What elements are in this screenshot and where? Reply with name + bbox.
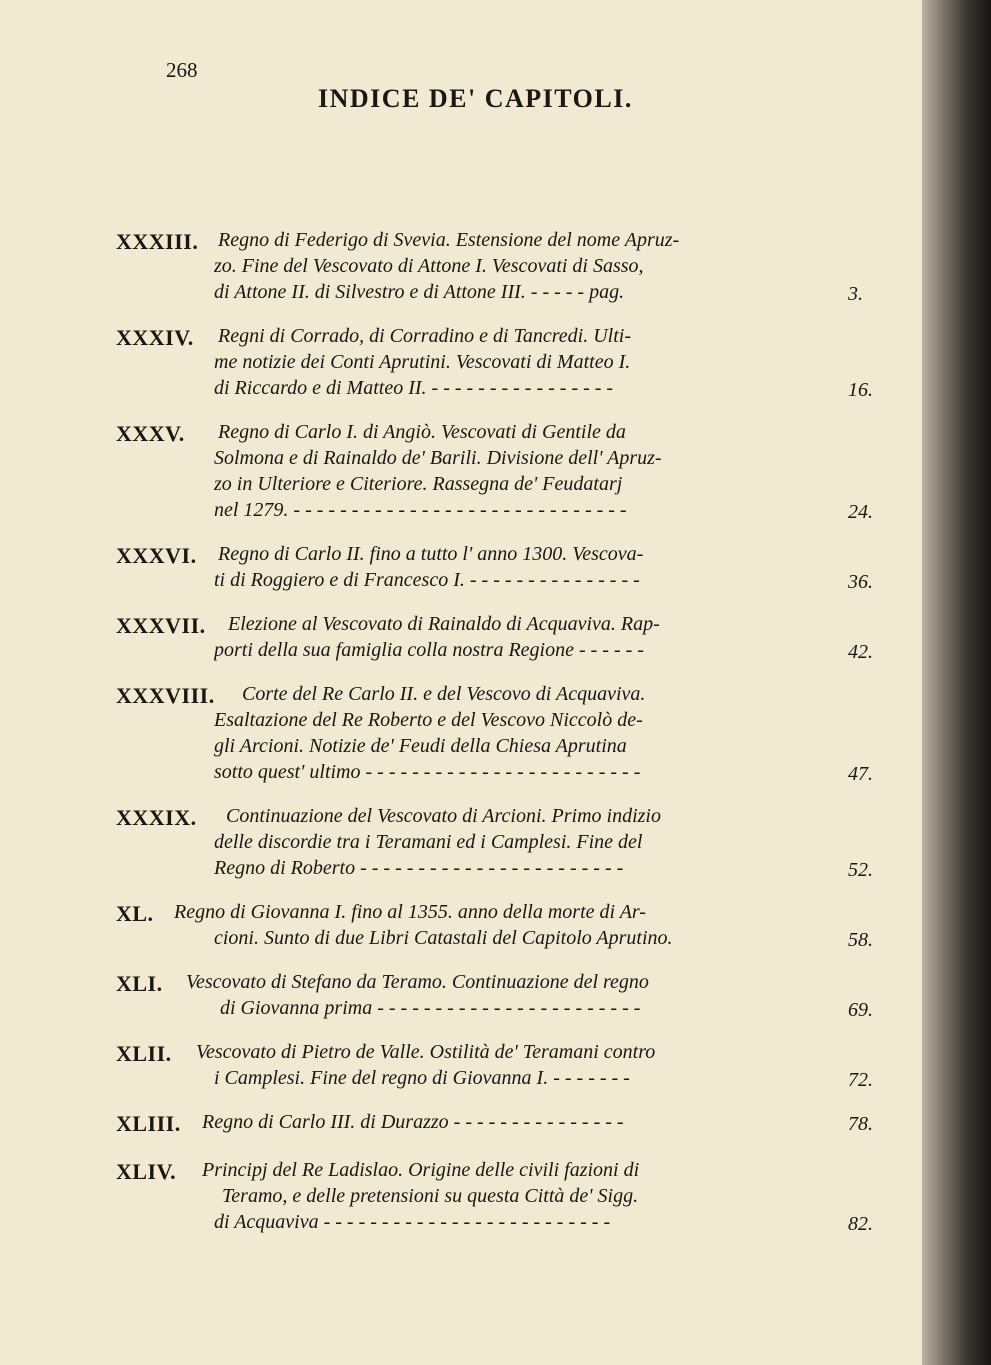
chapter-description-line: di Attone II. di Silvestro e di Attone III. - - - - - pag. xyxy=(214,281,625,303)
page-title: INDICE DE' CAPITOLI. xyxy=(318,84,633,113)
chapter-description-line: Esaltazione del Re Roberto e del Vescovo Niccolò de- xyxy=(214,709,643,731)
chapter-numeral: XL. xyxy=(116,901,154,926)
chapter-description-line: Regno di Giovanna I. fino al 1355. anno della morte di Ar- xyxy=(174,901,646,923)
chapter-description-line: zo. Fine del Vescovato di Attone I. Vescovati di Sasso, xyxy=(214,255,644,277)
chapter-description-line: Regni di Corrado, di Corradino e di Tancredi. Ulti- xyxy=(218,325,631,347)
chapter-numeral: XXXVII. xyxy=(116,613,206,638)
chapter-numeral: XXXVIII. xyxy=(116,683,215,708)
chapter-description-line: nel 1279. - - - - - - - - - - - - - - - - - - - - - - - - - - - - - xyxy=(214,499,627,521)
chapter-description-line: me notizie dei Conti Aprutini. Vescovati di Matteo I. xyxy=(214,351,631,373)
chapter-numeral: XXXVI. xyxy=(116,543,197,568)
chapter-description-line: gli Arcioni. Notizie de' Feudi della Chiesa Aprutina xyxy=(214,735,627,757)
chapter-numeral: XLI. xyxy=(116,971,163,996)
chapter-numeral: XLIV. xyxy=(116,1159,177,1184)
chapter-description-line: cioni. Sunto di due Libri Catastali del Capitolo Aprutino. xyxy=(214,927,673,949)
chapter-description-line: Regno di Carlo III. di Durazzo - - - - - - - - - - - - - - - xyxy=(202,1111,624,1133)
chapter-page-number: 24. xyxy=(848,501,873,523)
chapter-numeral: XLIII. xyxy=(116,1111,181,1136)
chapter-description-line: di Giovanna prima - - - - - - - - - - - - - - - - - - - - - - - xyxy=(220,997,641,1019)
chapter-description-line: di Acquaviva - - - - - - - - - - - - - - - - - - - - - - - - - xyxy=(214,1211,611,1233)
chapter-page-number: 69. xyxy=(848,999,873,1021)
chapter-description-line: zo in Ulteriore e Citeriore. Rassegna de' Feudatarj xyxy=(214,473,623,495)
chapter-description-line: Vescovato di Stefano da Teramo. Continuazione del regno xyxy=(186,971,649,993)
chapter-description-line: Regno di Carlo II. fino a tutto l' anno 1300. Vescova- xyxy=(218,543,644,565)
chapter-description-line: delle discordie tra i Teramani ed i Camplesi. Fine del xyxy=(214,831,643,853)
chapter-page-number: 52. xyxy=(848,859,873,881)
chapter-description-line: sotto quest' ultimo - - - - - - - - - - - - - - - - - - - - - - - - xyxy=(214,761,641,783)
chapter-numeral: XXXV. xyxy=(116,421,185,446)
chapter-description-line: ti di Roggiero e di Francesco I. - - - - - - - - - - - - - - - xyxy=(214,569,640,591)
chapter-page-number: 78. xyxy=(848,1113,873,1135)
chapter-numeral: XXXIII. xyxy=(116,229,199,254)
chapter-numeral: XLII. xyxy=(116,1041,172,1066)
chapter-description-line: Principj del Re Ladislao. Origine delle civili fazioni di xyxy=(202,1159,640,1181)
chapter-description-line: Solmona e di Rainaldo de' Barili. Divisione dell' Apruz- xyxy=(214,447,662,469)
chapter-page-number: 3. xyxy=(848,283,863,305)
chapter-page-number: 16. xyxy=(848,379,873,401)
chapter-page-number: 58. xyxy=(848,929,873,951)
chapter-description-line: Elezione al Vescovato di Rainaldo di Acquaviva. Rap- xyxy=(228,613,660,635)
chapter-page-number: 82. xyxy=(848,1213,873,1235)
chapter-page-number: 36. xyxy=(848,571,873,593)
chapter-description-line: Corte del Re Carlo II. e del Vescovo di Acquaviva. xyxy=(242,683,646,705)
chapter-numeral: XXXIX. xyxy=(116,805,197,830)
chapter-page-number: 72. xyxy=(848,1069,873,1091)
chapter-description-line: Teramo, e delle pretensioni su questa Città de' Sigg. xyxy=(222,1185,639,1207)
chapter-page-number: 42. xyxy=(848,641,873,663)
chapter-description-line: di Riccardo e di Matteo II. - - - - - - - - - - - - - - - - xyxy=(214,377,614,399)
chapter-description-line: i Camplesi. Fine del regno di Giovanna I. - - - - - - - xyxy=(214,1067,630,1089)
chapter-description-line: Regno di Carlo I. di Angiò. Vescovati di Gentile da xyxy=(218,421,626,443)
book-gutter xyxy=(922,0,991,1365)
page-number: 268 xyxy=(166,58,198,82)
chapter-numeral: XXXIV. xyxy=(116,325,194,350)
chapter-description-line: Continuazione del Vescovato di Arcioni. Primo indizio xyxy=(226,805,661,827)
chapter-description-line: Regno di Roberto - - - - - - - - - - - - - - - - - - - - - - - xyxy=(214,857,624,879)
chapter-description-line: porti della sua famiglia colla nostra Regione - - - - - - xyxy=(214,639,644,661)
chapter-page-number: 47. xyxy=(848,763,873,785)
chapter-description-line: Vescovato di Pietro de Valle. Ostilità de' Teramani contro xyxy=(196,1041,656,1063)
chapter-description-line: Regno di Federigo di Svevia. Estensione del nome Apruz- xyxy=(218,229,680,251)
